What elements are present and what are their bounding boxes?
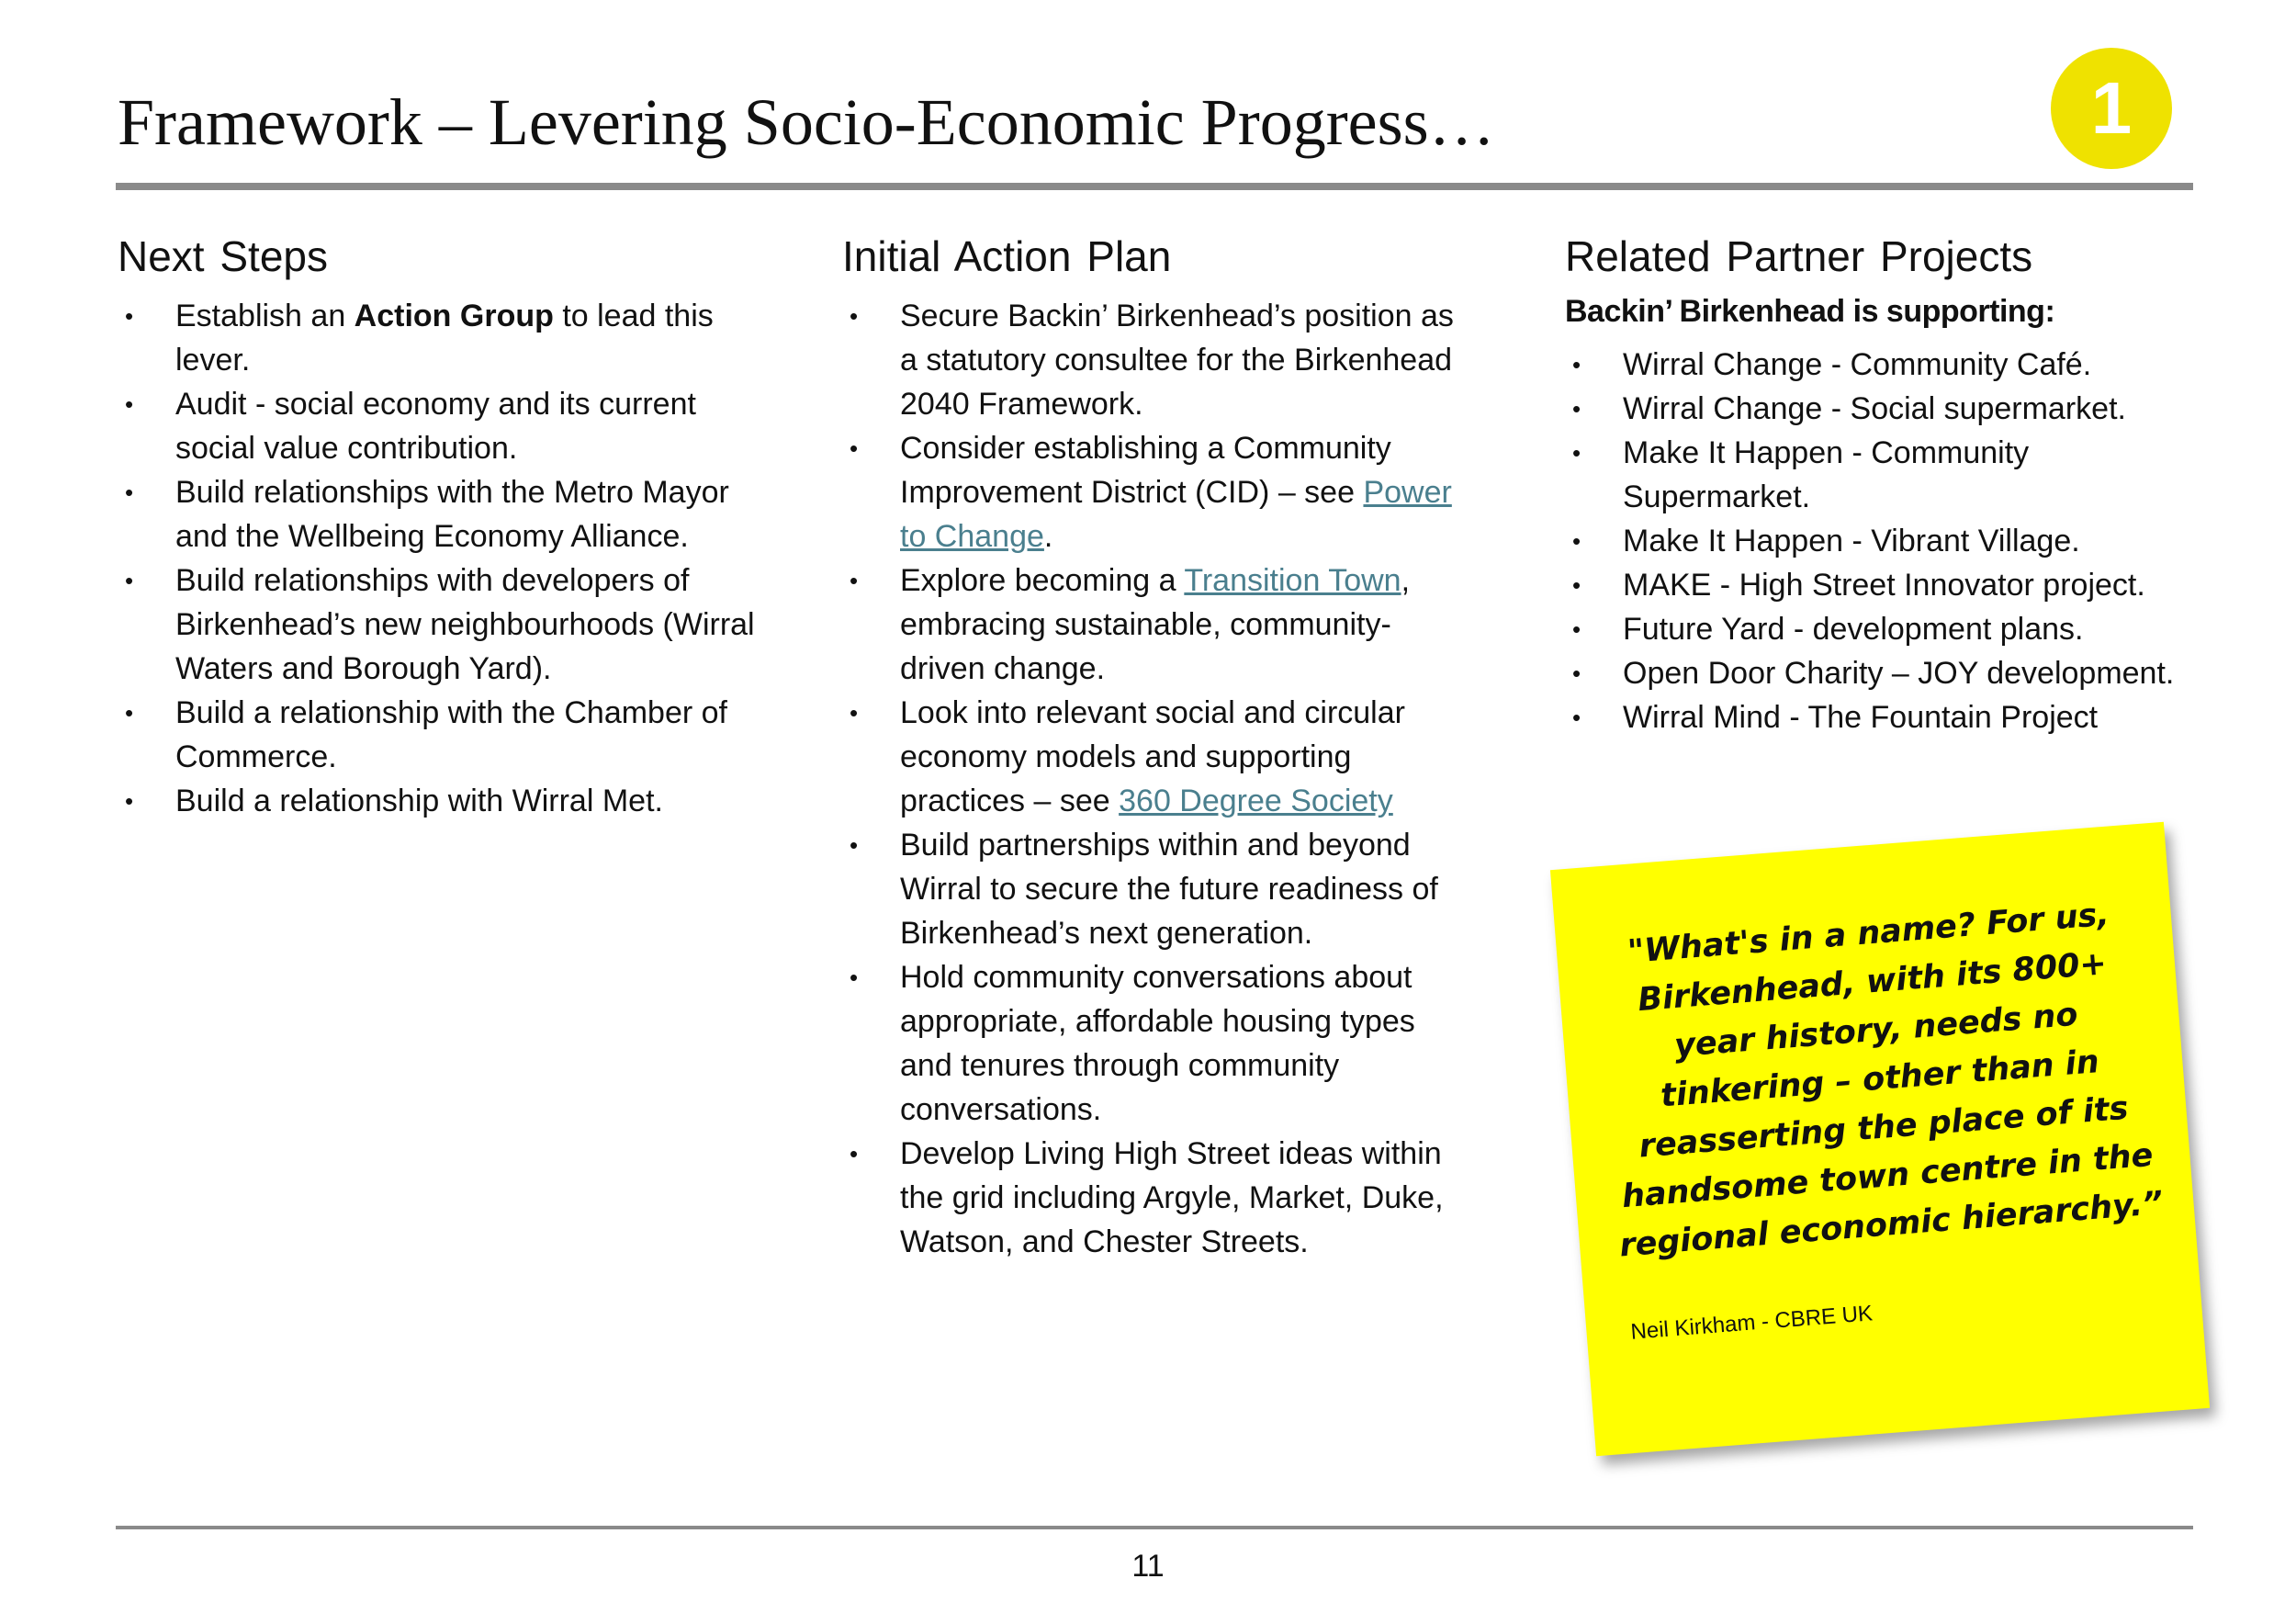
list-item — [118, 558, 760, 691]
bullet-icon: • — [850, 1140, 859, 1167]
list-item — [1565, 607, 2208, 651]
item-text: Secure Backin’ Birkenhead’s position as a statutory consultee for the Birkenhead 2040 Framework. — [900, 299, 1454, 422]
list-item — [1565, 387, 2208, 431]
sticky-note-quote — [1550, 822, 2210, 1457]
section-number-badge: 1 — [2051, 48, 2172, 169]
item-text: Wirral Change - Social supermarket. — [1623, 391, 2126, 426]
bullet-icon: • — [850, 567, 859, 594]
360-degree-society-link[interactable]: 360 Degree Society — [1119, 784, 1393, 818]
partner-projects-subheading: Backin’ Birkenhead is supporting: — [1565, 294, 2055, 329]
bullet-icon: • — [125, 787, 134, 815]
bullet-icon: • — [850, 434, 859, 462]
item-text: Wirral Mind - The Fountain Project — [1623, 700, 2099, 735]
bullet-icon: • — [125, 302, 134, 330]
list-item — [118, 691, 760, 779]
item-text: Future Yard - development plans. — [1623, 612, 2084, 647]
action-plan-column — [842, 231, 1467, 1264]
item-text: to lead this lever. — [175, 299, 714, 378]
item-text: Explore becoming a — [900, 563, 1185, 598]
footer-divider — [116, 1526, 2193, 1529]
partner-projects-heading: Related Partner Projects — [1565, 232, 2033, 280]
item-text: Establish an — [175, 299, 355, 333]
item-text: , embracing sustainable, community-driven change. — [900, 563, 1411, 686]
bullet-icon: • — [1572, 351, 1581, 378]
list-item — [1565, 695, 2208, 739]
list-item — [842, 426, 1467, 558]
item-text: Look into relevant social and circular economy models and supporting practices – see — [900, 695, 1405, 818]
item-text: Audit - social economy and its current social value contribution. — [175, 387, 696, 466]
bullet-icon: • — [125, 390, 134, 418]
list-item — [118, 382, 760, 470]
quote-author: Neil Kirkham - CBRE UK — [1629, 1301, 1874, 1345]
power-to-change-link[interactable]: Power to Change — [900, 475, 1452, 554]
item-text: Build relationships with developers of Birkenhead’s new neighbourhoods (Wirral Waters and Borough Yard). — [175, 563, 755, 686]
bullet-icon: • — [1572, 704, 1581, 731]
item-text: Build a relationship with Wirral Met. — [175, 784, 663, 818]
transition-town-link[interactable]: Transition Town — [1184, 563, 1401, 598]
bullet-icon: • — [850, 302, 859, 330]
list-item — [842, 558, 1467, 691]
item-text: Open Door Charity – JOY development. — [1623, 656, 2175, 691]
bullet-icon: • — [850, 831, 859, 859]
partner-projects-column — [1565, 231, 2208, 739]
item-text: Build a relationship with the Chamber of Commerce. — [175, 695, 727, 774]
bullet-icon: • — [1572, 527, 1581, 555]
list-item — [842, 955, 1467, 1132]
next-steps-column — [118, 231, 760, 823]
list-item — [118, 470, 760, 558]
page-number: 11 — [1131, 1549, 1165, 1584]
action-plan-heading: Initial Action Plan — [842, 232, 1172, 280]
item-text: Build relationships with the Metro Mayor and the Wellbeing Economy Alliance. — [175, 475, 729, 554]
header-divider — [116, 183, 2193, 190]
list-item — [118, 779, 760, 823]
item-text: Make It Happen - Vibrant Village. — [1623, 524, 2080, 558]
list-item — [842, 1132, 1467, 1264]
bullet-icon: • — [1572, 395, 1581, 423]
list-item — [1565, 519, 2208, 563]
item-text: Make It Happen - Community Supermarket. — [1623, 435, 2030, 514]
list-item — [842, 294, 1467, 426]
list-item — [1565, 343, 2208, 387]
bullet-icon: • — [1572, 439, 1581, 467]
item-text: . — [1043, 519, 1053, 554]
bullet-icon: • — [1572, 615, 1581, 643]
bullet-icon: • — [850, 699, 859, 727]
item-text: MAKE - High Street Innovator project. — [1623, 568, 2145, 603]
bullet-icon: • — [850, 964, 859, 991]
item-text: Wirral Change - Community Café. — [1623, 347, 2092, 382]
list-item — [1565, 651, 2208, 695]
list-item — [1565, 563, 2208, 607]
item-text: Build partnerships within and beyond Wirral to secure the future readiness of Birkenhead’s next generation. — [900, 828, 1438, 951]
page-title: Framework – Levering Socio-Economic Progress… — [118, 85, 1495, 159]
list-item — [118, 294, 760, 382]
item-bold-text: Action Group — [354, 299, 554, 333]
bullet-icon: • — [125, 567, 134, 594]
item-text: Develop Living High Street ideas within the grid including Argyle, Market, Duke, Watson, and Chester Streets. — [900, 1136, 1444, 1259]
quote-text: "What's in a name? For us, Birkenhead, with its 800+ year history, needs no tinkering – other than in reasserting the place of its handsome town centre in the regional economic hierarchy.” — [1617, 896, 2165, 1265]
item-text: Consider establishing a Community Improvement District (CID) – see — [900, 431, 1391, 510]
list-item — [1565, 431, 2208, 519]
bullet-icon: • — [1572, 660, 1581, 687]
bullet-icon: • — [125, 479, 134, 506]
bullet-icon: • — [1572, 571, 1581, 599]
next-steps-heading: Next Steps — [118, 232, 328, 280]
list-item — [842, 823, 1467, 955]
item-text: Hold community conversations about appropriate, affordable housing types and tenures through community conversations. — [900, 960, 1415, 1127]
list-item — [842, 691, 1467, 823]
bullet-icon: • — [125, 699, 134, 727]
